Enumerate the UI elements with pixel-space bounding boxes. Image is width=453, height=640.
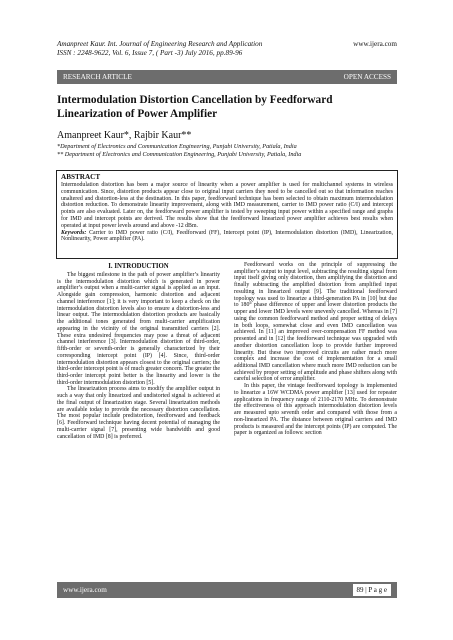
- article-type-label: RESEARCH ARTICLE: [63, 73, 132, 81]
- keywords-text: Carrier to IMD power ratio (C/I), Feedforward (FF), Intercept point (IP), Intermodulation distortion (IMD), Linearization, Nonlinearity, Power amplifier (PA).: [61, 229, 393, 243]
- abstract-heading: ABSTRACT: [61, 173, 101, 181]
- abstract-text: Intermodulation distortion has been a major source of linearity when a power amplifier is used for multichannel systems in wireless communication. Since, distortion products appear close to original input carriers they need to be cancelled out so that information reaches unaltered and distortion-less at the destination. In this paper, feedforward technique has been selected to obtain maximum intermodulation distortion reduction. To demonstrate linearity improvement, along with IMD measurement, carrier to IMD power ratio (C/I) and intercept points are also evaluated. Later on, the feedforward power amplifier is tested by sweeping input power within a specified range and graphs for IMD and intercept points are derived. The results show that the feedforward linearized power amplifier achieves best results when operated at input power levels around and above -12 dBm.: [61, 182, 393, 229]
- intro-paragraph-4: In this paper, the vintage feedforward topology is implemented to linearize a 16W WCDMA power amplifier [13] used for repeater applications in frequency range of 2110-2170 MHz. To demonstrate the effectiveness of this approach intermodulation distortion levels are measured upto seventh order and compared with those from a non-linearized PA. The distance between original carriers and IMD products is measured and the intercept points (IP) are computed. The paper is organized as follows: section: [234, 383, 397, 437]
- intro-paragraph-2: The linearization process aims to modify the amplifier output in such a way that only linearized and undistorted signal is achieved at the final output of linearization stage. Several linearization methods are available today to provide the necessary distortion cancellation. The most popular include predistortion, feedforward and feedback [6]. Feedforward technique having decent potential of managing the multi-carrier signal [7], presenting wide bandwidth and good cancellation of IMD [8] is preferred.: [57, 386, 220, 440]
- page-number: 89 | P a g e: [353, 584, 392, 596]
- journal-citation: Amanpreet Kaur. Int. Journal of Engineering Research and Application: [57, 40, 263, 48]
- keywords: [61, 230, 393, 244]
- affiliation-1: *Department of Electronics and Communication Engineering, Punjabi University, Patiala, India: [57, 143, 297, 150]
- intro-paragraph-3: Feedforward works on the principle of suppressing the amplifier’s output to input level, subtracting the resulting signal from input itself giving only distortion, then amplifying the distortion and finally subtracting the amplified distortion from amplified input resulting in linearized output [9]. The traditional feedforward topology was used to linearize a third-generation PA in [10] but due to 180° phase difference of upper and lower distortion products the upper and lower IMD levels were unevenly cancelled. Whereas in [7] using the common feedforward method and proper setting of delays in both loops, somewhat close and even IMD cancellation was achieved. In [11] an improved over-compensation FF method was presented and in [12] the feedforward technique was upgraded with another distortion cancellation loop to provide further improved linearity. But these two improved circuits are rather much more complex and increase the cost of implementation for a small additional IMD cancellation where much more IMD reduction can be achieved by proper setting of amplitude and phase shifters along with careful selection of error amplifier.: [234, 262, 397, 383]
- intro-paragraph-1: The biggest milestone in the path of power amplifier’s linearity is the intermodulation distortion which is generated in power amplifier’s output when a multi-carrier signal is applied as an input. Alongside gain compression, harmonic distortion and adjacent channel interference [1]; it is very important to keep a check on the intermodulation distortion levels also to ensure a distortion-less and linear output. The intermodulation distortion products are basically the additional tones generated from multi-carrier amplification appearing in the vicinity of the original transmitted carriers [2]. These extra undesired frequencies may pose a threat of adjacent channel interference [3]. Intermodulation distortion of third-order, fifth-order or seventh-order is generally characterized by their corresponding intercept point (IP) [4]. Since, third-order intermodulation distortion appears closest to the original carriers; the third-order intercept point is of much greater concern. The greater the third-order intercept point better is the linearity and lower is the third-order intermodulation distortion [5].: [57, 272, 220, 386]
- footer-website-link[interactable]: www.ijera.com: [63, 586, 107, 594]
- journal-website-link[interactable]: www.ijera.com: [353, 40, 397, 48]
- keywords-label: Keywords:: [61, 229, 87, 236]
- abstract-box: [56, 170, 398, 259]
- paper-title: Intermodulation Distortion Cancellation by Feedforward Linearization of Power Amplifier: [57, 94, 333, 120]
- left-column: [57, 262, 220, 440]
- right-column: [234, 262, 397, 437]
- affiliations: [57, 143, 397, 158]
- affiliation-2: ** Department of Electronics and Communication Engineering, Punjabi University, Patiala, India: [57, 150, 302, 158]
- section-heading-introduction: I. INTRODUCTION: [108, 263, 169, 270]
- footer-bar: [57, 582, 397, 598]
- author-list: Amanpreet Kaur*, Rajbir Kaur**: [57, 130, 192, 141]
- journal-header: [57, 40, 397, 58]
- issn-line: ISSN : 2248-9622, Vol. 6, Issue 7, ( Part -3) July 2016, pp.89-96: [57, 49, 243, 57]
- open-access-label: OPEN ACCESS: [343, 73, 391, 81]
- article-type-bar: [57, 70, 397, 84]
